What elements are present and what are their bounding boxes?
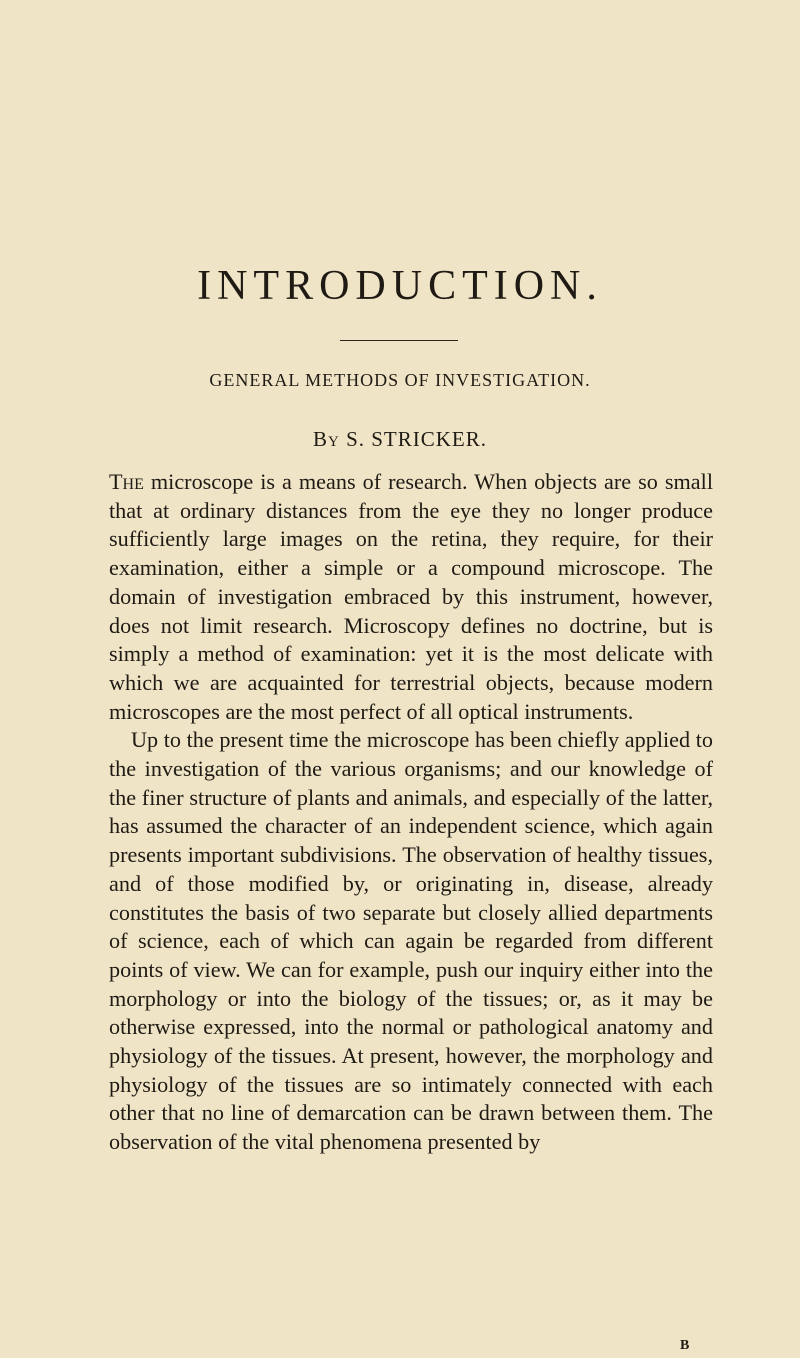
body-text [109,468,713,1157]
section-subtitle: GENERAL METHODS OF INVESTIGATION. [209,370,591,390]
author-line [0,427,800,452]
author-prefix: By [312,427,340,451]
paragraph-2: Up to the present time the microscope has been chiefly applied to the investigation of the various organisms; and our knowledge of the finer structure of plants and animals, and especially of the latter, has assumed the character of an independent science, which again presents important subdivisions. The observation of healthy tissues, and of those modified by, or originating in, disease, already constitutes the basis of two separate but closely allied departments of science, each of which can again be regarded from different points of view. We can for example, push our inquiry either into the morphology or into the biology of the tissues; or, as it may be otherwise expressed, into the normal or pathological anatomy and physiology of the tissues. At present, however, the morphology and physiology of the tissues are so intimately connected with each other that no line of demarcation can be drawn between them. The observation of the vital phenomena presented by [109,727,713,1155]
chapter-title: INTRODUCTION. [197,263,603,309]
author-name: S. STRICKER. [346,427,488,451]
paragraph-1-lead: The [109,469,144,494]
title-rule [340,340,458,341]
paragraph-1 [109,468,713,726]
paragraph-1-text: microscope is a means of research. When objects are so small that at ordinary distances from the eye they no longer produce sufficiently large images on the retina, they require, for their examination, either a simple or a compound microscope. The domain of investigation embraced by this instrument, however, does not limit research. Microscopy defines no doctrine, but is simply a method of examination: yet it is the most delicate with which we are acquainted for terrestrial objects, because modern microscopes are the most perfect of all optical instruments. [109,469,713,724]
signature-mark: B [680,1338,690,1353]
